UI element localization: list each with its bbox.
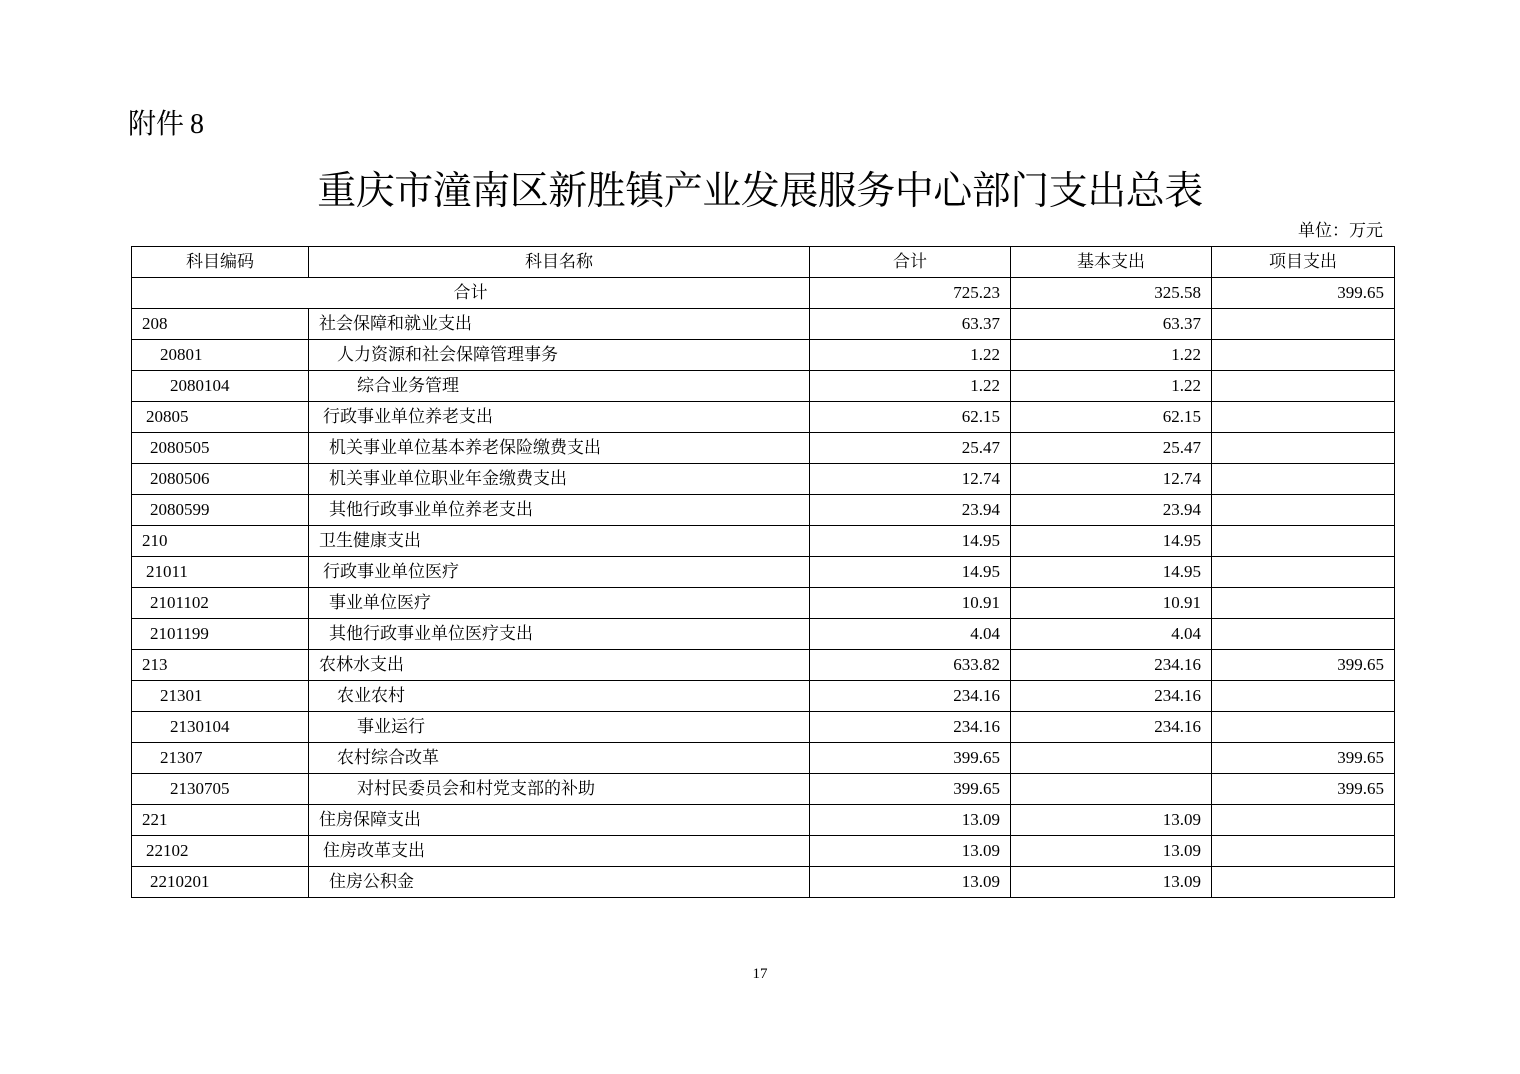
row-basic: 13.09 [1011, 805, 1212, 836]
table-row [132, 774, 1395, 805]
row-name: 其他行政事业单位医疗支出 [309, 619, 810, 650]
row-total: 399.65 [810, 743, 1011, 774]
row-name: 行政事业单位养老支出 [309, 402, 810, 433]
row-name: 农业农村 [309, 681, 810, 712]
row-project [1212, 402, 1395, 433]
table-row [132, 309, 1395, 340]
row-total: 13.09 [810, 805, 1011, 836]
header-project: 项目支出 [1212, 247, 1395, 278]
table-row [132, 743, 1395, 774]
table-row [132, 402, 1395, 433]
row-code: 2080104 [132, 371, 309, 402]
row-project [1212, 712, 1395, 743]
row-project [1212, 464, 1395, 495]
row-basic: 25.47 [1011, 433, 1212, 464]
row-project [1212, 526, 1395, 557]
row-total: 14.95 [810, 526, 1011, 557]
row-total: 63.37 [810, 309, 1011, 340]
row-basic: 234.16 [1011, 681, 1212, 712]
row-code: 22102 [132, 836, 309, 867]
row-code: 2210201 [132, 867, 309, 898]
row-basic: 10.91 [1011, 588, 1212, 619]
row-code: 20805 [132, 402, 309, 433]
row-name: 综合业务管理 [309, 371, 810, 402]
table-row [132, 495, 1395, 526]
header-total: 合计 [810, 247, 1011, 278]
table-row [132, 836, 1395, 867]
row-project [1212, 805, 1395, 836]
row-project [1212, 340, 1395, 371]
row-name: 事业运行 [309, 712, 810, 743]
header-basic: 基本支出 [1011, 247, 1212, 278]
header-name: 科目名称 [309, 247, 810, 278]
row-name: 事业单位医疗 [309, 588, 810, 619]
row-code: 208 [132, 309, 309, 340]
table-row [132, 464, 1395, 495]
row-code: 21301 [132, 681, 309, 712]
row-code: 20801 [132, 340, 309, 371]
row-name: 住房改革支出 [309, 836, 810, 867]
total-row [132, 278, 1395, 309]
row-project [1212, 836, 1395, 867]
page-title: 重庆市潼南区新胜镇产业发展服务中心部门支出总表 [317, 169, 1203, 214]
row-project: 399.65 [1212, 650, 1395, 681]
row-basic: 234.16 [1011, 650, 1212, 681]
row-code: 21011 [132, 557, 309, 588]
row-name: 人力资源和社会保障管理事务 [309, 340, 810, 371]
table-row [132, 650, 1395, 681]
row-project [1212, 681, 1395, 712]
row-name: 社会保障和就业支出 [309, 309, 810, 340]
table-row [132, 433, 1395, 464]
table-row [132, 805, 1395, 836]
table-row [132, 340, 1395, 371]
row-code: 2080505 [132, 433, 309, 464]
row-project [1212, 371, 1395, 402]
table-row [132, 619, 1395, 650]
table-header-row [132, 247, 1395, 278]
row-project [1212, 433, 1395, 464]
row-code: 2130705 [132, 774, 309, 805]
attachment-label [128, 106, 204, 143]
row-total: 1.22 [810, 340, 1011, 371]
row-project: 399.65 [1212, 743, 1395, 774]
row-name: 卫生健康支出 [309, 526, 810, 557]
total-basic: 325.58 [1011, 278, 1212, 309]
row-name: 住房保障支出 [309, 805, 810, 836]
attachment-number: 8 [190, 109, 205, 140]
row-total: 4.04 [810, 619, 1011, 650]
page-number: 17 [752, 966, 768, 982]
row-code: 21307 [132, 743, 309, 774]
row-basic: 23.94 [1011, 495, 1212, 526]
row-basic: 62.15 [1011, 402, 1212, 433]
row-total: 12.74 [810, 464, 1011, 495]
attachment-text: 附件 [128, 107, 185, 140]
row-total: 14.95 [810, 557, 1011, 588]
header-code: 科目编码 [132, 247, 309, 278]
row-total: 62.15 [810, 402, 1011, 433]
row-project [1212, 557, 1395, 588]
row-total: 633.82 [810, 650, 1011, 681]
table-row [132, 526, 1395, 557]
row-total: 13.09 [810, 867, 1011, 898]
table-row [132, 867, 1395, 898]
row-basic: 14.95 [1011, 557, 1212, 588]
row-code: 213 [132, 650, 309, 681]
row-total: 1.22 [810, 371, 1011, 402]
row-name: 农村综合改革 [309, 743, 810, 774]
row-project [1212, 867, 1395, 898]
row-total: 23.94 [810, 495, 1011, 526]
row-project [1212, 588, 1395, 619]
row-total: 13.09 [810, 836, 1011, 867]
row-total: 399.65 [810, 774, 1011, 805]
row-total: 234.16 [810, 681, 1011, 712]
row-name: 农林水支出 [309, 650, 810, 681]
row-code: 2080599 [132, 495, 309, 526]
row-name: 其他行政事业单位养老支出 [309, 495, 810, 526]
table-row [132, 712, 1395, 743]
row-code: 2101199 [132, 619, 309, 650]
row-basic: 1.22 [1011, 340, 1212, 371]
row-name: 行政事业单位医疗 [309, 557, 810, 588]
row-total: 10.91 [810, 588, 1011, 619]
row-name: 机关事业单位职业年金缴费支出 [309, 464, 810, 495]
total-label: 合计 [132, 278, 810, 309]
row-basic: 1.22 [1011, 371, 1212, 402]
row-basic: 14.95 [1011, 526, 1212, 557]
row-code: 221 [132, 805, 309, 836]
row-total: 234.16 [810, 712, 1011, 743]
row-basic [1011, 743, 1212, 774]
row-name: 住房公积金 [309, 867, 810, 898]
table-row [132, 371, 1395, 402]
row-basic: 234.16 [1011, 712, 1212, 743]
table-row [132, 588, 1395, 619]
row-basic: 4.04 [1011, 619, 1212, 650]
row-code: 2101102 [132, 588, 309, 619]
row-project [1212, 619, 1395, 650]
row-total: 25.47 [810, 433, 1011, 464]
row-project [1212, 309, 1395, 340]
row-project: 399.65 [1212, 774, 1395, 805]
unit-label: 单位：万元 [1298, 221, 1383, 241]
total-total: 725.23 [810, 278, 1011, 309]
row-code: 2080506 [132, 464, 309, 495]
row-basic: 13.09 [1011, 836, 1212, 867]
expenditure-table [131, 246, 1395, 898]
row-basic: 63.37 [1011, 309, 1212, 340]
table-row [132, 557, 1395, 588]
row-code: 2130104 [132, 712, 309, 743]
row-name: 机关事业单位基本养老保险缴费支出 [309, 433, 810, 464]
row-basic: 12.74 [1011, 464, 1212, 495]
row-project [1212, 495, 1395, 526]
total-project: 399.65 [1212, 278, 1395, 309]
row-name: 对村民委员会和村党支部的补助 [309, 774, 810, 805]
row-basic [1011, 774, 1212, 805]
table-row [132, 681, 1395, 712]
row-basic: 13.09 [1011, 867, 1212, 898]
row-code: 210 [132, 526, 309, 557]
